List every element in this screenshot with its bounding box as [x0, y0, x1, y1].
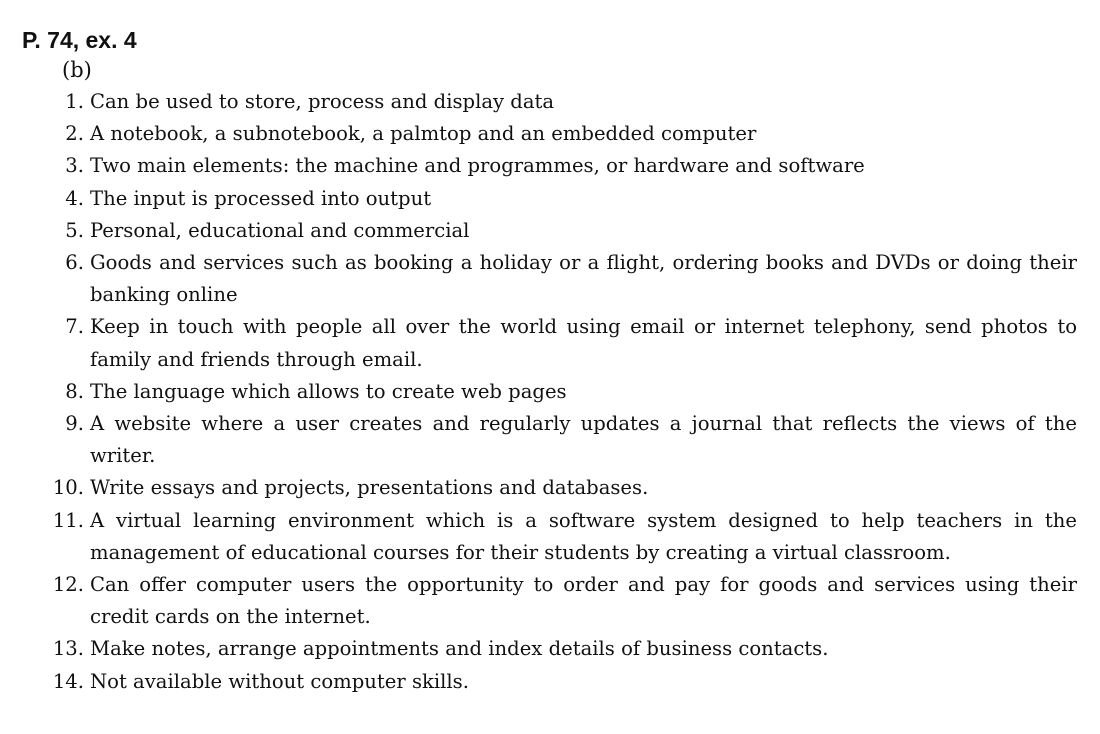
- answer-number: 6.: [65, 251, 84, 275]
- answer-item-5: [0, 215, 1100, 247]
- answer-number: 11.: [52, 508, 84, 532]
- answer-number: 4.: [65, 186, 84, 210]
- answer-item-13: [0, 633, 1100, 665]
- answer-item-14: [0, 666, 1100, 698]
- answer-item-1: [0, 86, 1100, 118]
- answer-number: 14.: [52, 669, 84, 693]
- answer-item-4: [0, 183, 1100, 215]
- answer-item-10: [0, 472, 1100, 504]
- answer-text: Write essays and projects, presentations and databases.: [90, 476, 649, 500]
- answer-item-9: [0, 408, 1100, 472]
- exercise-heading: P. 74, ex. 4: [22, 27, 137, 53]
- answer-item-8: [0, 376, 1100, 408]
- answer-item-7: [0, 311, 1100, 375]
- answer-text: Personal, educational and commercial: [90, 218, 470, 242]
- answer-text: A notebook, a subnotebook, a palmtop and an embedded computer: [90, 122, 757, 146]
- answer-text: Goods and services such as booking a holiday or a flight, ordering books and DVDs or doing their banking online: [90, 251, 1077, 307]
- exercise-part-label: (b): [62, 58, 92, 82]
- answer-item-6: [0, 247, 1100, 311]
- answer-number: 3.: [65, 154, 84, 178]
- answer-text: The language which allows to create web pages: [90, 379, 567, 403]
- answer-number: 10.: [52, 476, 84, 500]
- answer-text: Make notes, arrange appointments and index details of business contacts.: [90, 637, 829, 661]
- answer-text: Two main elements: the machine and programmes, or hardware and software: [90, 154, 865, 178]
- answer-list: [0, 86, 1100, 698]
- answer-number: 9.: [65, 412, 84, 436]
- answer-number: 13.: [52, 637, 84, 661]
- answer-number: 7.: [65, 315, 84, 339]
- answer-item-3: [0, 150, 1100, 182]
- answer-item-11: [0, 505, 1100, 569]
- answer-text: The input is processed into output: [90, 186, 432, 210]
- answer-item-2: [0, 118, 1100, 150]
- answer-text: Can offer computer users the opportunity to order and pay for goods and services using their credit cards on the internet.: [90, 573, 1077, 629]
- answer-number: 2.: [65, 122, 84, 146]
- answer-text: Keep in touch with people all over the world using email or internet telephony, send photos to family and friends through email.: [90, 315, 1077, 371]
- answer-text: Not available without computer skills.: [90, 669, 469, 693]
- answer-number: 5.: [65, 218, 84, 242]
- answer-number: 1.: [65, 90, 84, 113]
- answer-text: A virtual learning environment which is a software system designed to help teachers in the management of educational courses for their students by creating a virtual classroom.: [90, 508, 1077, 564]
- answer-number: 8.: [65, 379, 84, 403]
- answer-text: A website where a user creates and regularly updates a journal that reflects the views of the writer.: [90, 412, 1077, 468]
- answer-item-12: [0, 569, 1100, 633]
- answer-number: 12.: [52, 573, 84, 597]
- answer-text: Can be used to store, process and display data: [90, 90, 555, 113]
